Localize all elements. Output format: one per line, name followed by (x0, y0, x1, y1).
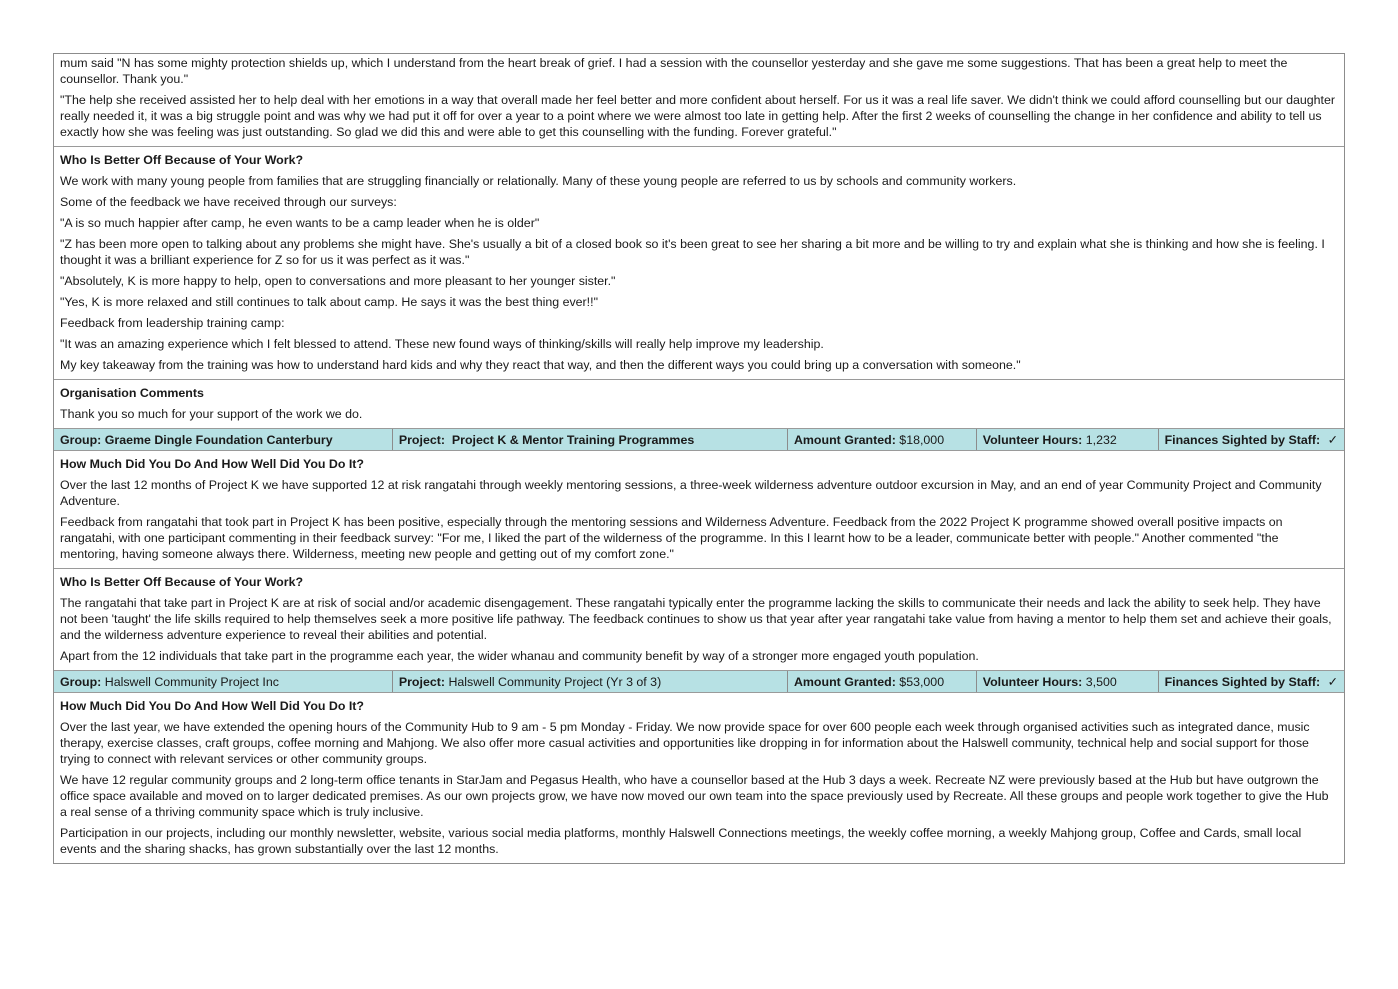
finances-cell (1158, 671, 1344, 692)
finances-label: Finances Sighted by Staff: (1164, 675, 1321, 689)
section-heading: How Much Did You Do And How Well Did You Do It? (60, 457, 365, 471)
volunteer-label: Volunteer Hours: (982, 675, 1083, 689)
amount-value: $18,000 (899, 433, 945, 447)
section-paragraph: Over the last 12 months of Project K we have supported 12 at risk rangatahi through weekly mentoring sessions, a three-week wilderness adventure outdoor excursion in May, and an end of year Community Project and Community Adventure. (60, 478, 1322, 508)
better-off-section (54, 146, 1344, 379)
testimonial-section (54, 54, 1344, 146)
section-paragraph: The rangatahi that take part in Project K are at risk of social and/or academic disengagement. These rangatahi typically enter the programme lacking the skills to communicate their needs and lack the ability to seek help. They have not been 'taught' the life skills required to help themselves seek a more positive life pathway. The feedback continues to show us that year after year rangatahi take value from having a mentor to help them set and achieve their goals, and the wilderness adventure experience to reveal their abilities and potential. (60, 596, 1332, 642)
group-label: Group: (60, 433, 102, 447)
volunteer-cell (976, 671, 1158, 692)
project-label: Project: (398, 433, 445, 447)
grant-header-row-gdf (54, 428, 1344, 450)
group-cell (54, 429, 392, 450)
project-cell (392, 671, 787, 692)
section-paragraph: Feedback from rangatahi that took part in Project K has been positive, especially through the mentoring sessions and Wilderness Adventure. Feedback from the 2022 Project K programme showed overall positive impacts on rangatahi, with one participant commenting in their feedback survey: "For me, I liked the part of the wilderness of the programme. In this I learnt how to be a leader, communicate better with people." Another commented "the mentoring, having someone always there. Wilderness, meeting new people and getting out of my comfort zone." (60, 515, 1283, 561)
volunteer-cell (976, 429, 1158, 450)
group-cell (54, 671, 392, 692)
checkmark-icon: ✓ (1327, 433, 1338, 447)
finances-label: Finances Sighted by Staff: (1164, 433, 1321, 447)
section-paragraph: Thank you so much for your support of the work we do. (60, 407, 363, 421)
amount-value: $53,000 (899, 675, 945, 689)
project-value: Halswell Community Project (Yr 3 of 3) (448, 675, 662, 689)
section-heading: Who Is Better Off Because of Your Work? (60, 575, 304, 589)
section-paragraph: Apart from the 12 individuals that take part in the programme each year, the wider whanau and community benefit by way of a stronger more engaged youth population. (60, 649, 979, 663)
section-paragraph: Some of the feedback we have received through our surveys: (60, 195, 397, 209)
testimonial-paragraph: mum said "N has some mighty protection shields up, which I understand from the heart break of grief. I had a session with the counsellor yesterday and she gave me some suggestions. That has been a great help to meet the counsellor. Thank you." (60, 56, 1288, 86)
section-paragraph: "Absolutely, K is more happy to help, open to conversations and more pleasant to her younger sister." (60, 274, 616, 288)
amount-cell (787, 429, 976, 450)
section-paragraph: Participation in our projects, including our monthly newsletter, website, various social media platforms, monthly Halswell Connections meetings, the weekly coffee morning, a weekly Mahjong group, Coffee and Cards, small local events and the sharing shacks, has grown substantially over the last 12 months. (60, 826, 1302, 856)
grant-report-table (53, 53, 1345, 864)
section-heading: Organisation Comments (60, 386, 204, 400)
section-paragraph: "Yes, K is more relaxed and still continues to talk about camp. He says it was the best thing ever!!" (60, 295, 598, 309)
project-cell (392, 429, 787, 450)
amount-label: Amount Granted: (793, 433, 896, 447)
organisation-comments-section (54, 379, 1344, 428)
amount-cell (787, 671, 976, 692)
volunteer-value: 1,232 (1085, 433, 1117, 447)
section-paragraph: My key takeaway from the training was how to understand hard kids and why they react that way, and then the different ways you could bring up a conversation with someone." (60, 358, 1021, 372)
section-paragraph: "Z has been more open to talking about any problems she might have. She's usually a bit of a closed book so it's been great to see her sharing a bit more and be willing to try and explain what she is thinking and how she is feeling. I thought it was a brilliant experience for Z so for us it was perfect as it was." (60, 237, 1325, 267)
section-paragraph: Feedback from leadership training camp: (60, 316, 285, 330)
project-label: Project: (398, 675, 445, 689)
section-heading: Who Is Better Off Because of Your Work? (60, 153, 304, 167)
amount-label: Amount Granted: (793, 675, 896, 689)
section-paragraph: Over the last year, we have extended the opening hours of the Community Hub to 9 am - 5 pm Monday - Friday. We now provide space for over 600 people each week through organised activities such as integrated dance, music therapy, exercise classes, craft groups, coffee morning and Mahjong. We also offer more casual activities and opportunities like dropping in for information about the Halswell community, technical help and social support for those trying to connect with relevant services or other community groups. (60, 720, 1310, 766)
group-value: Graeme Dingle Foundation Canterbury (104, 433, 333, 447)
project-value: Project K & Mentor Training Programmes (451, 433, 695, 447)
section-heading: How Much Did You Do And How Well Did You Do It? (60, 699, 365, 713)
section-paragraph: "A is so much happier after camp, he even wants to be a camp leader when he is older" (60, 216, 540, 230)
testimonial-paragraph: "The help she received assisted her to help deal with her emotions in a way that overall made her feel better and more confident about herself. For us it was a real life saver. We didn't think we could afford counselling but our daughter really needed it, it was a big struggle point and was why we had put it off for over a year to a point where we were almost too late in getting help. After the first 2 weeks of counselling the change in her confidence and ability to tell us exactly how she was feeling was just outstanding. So glad we did this and were able to get this counselling with the funding. Forever grateful." (60, 93, 1336, 139)
section-paragraph: We work with many young people from families that are struggling financially or relationally. Many of these young people are referred to us by schools and community workers. (60, 174, 1017, 188)
how-much-section (54, 450, 1344, 568)
better-off-section (54, 568, 1344, 670)
checkmark-icon: ✓ (1327, 675, 1338, 689)
section-paragraph: "It was an amazing experience which I felt blessed to attend. These new found ways of thinking/skills will really help improve my leadership. (60, 337, 824, 351)
grant-header-row-halswell (54, 670, 1344, 692)
volunteer-value: 3,500 (1085, 675, 1117, 689)
group-value: Halswell Community Project Inc (104, 675, 279, 689)
finances-cell (1158, 429, 1344, 450)
group-label: Group: (60, 675, 102, 689)
how-much-section (54, 692, 1344, 863)
section-paragraph: We have 12 regular community groups and 2 long-term office tenants in StarJam and Pegasus Health, who have a counsellor based at the Hub 3 days a week. Recreate NZ were previously based at the Hub but have outgrown the office space available and moved on to larger dedicated premises. As our own projects grow, we have now moved our own team into the space previously used by Recreate. All these groups and people work together to give the Hub a real sense of a thriving community space which is truly inclusive. (60, 773, 1329, 819)
volunteer-label: Volunteer Hours: (982, 433, 1083, 447)
